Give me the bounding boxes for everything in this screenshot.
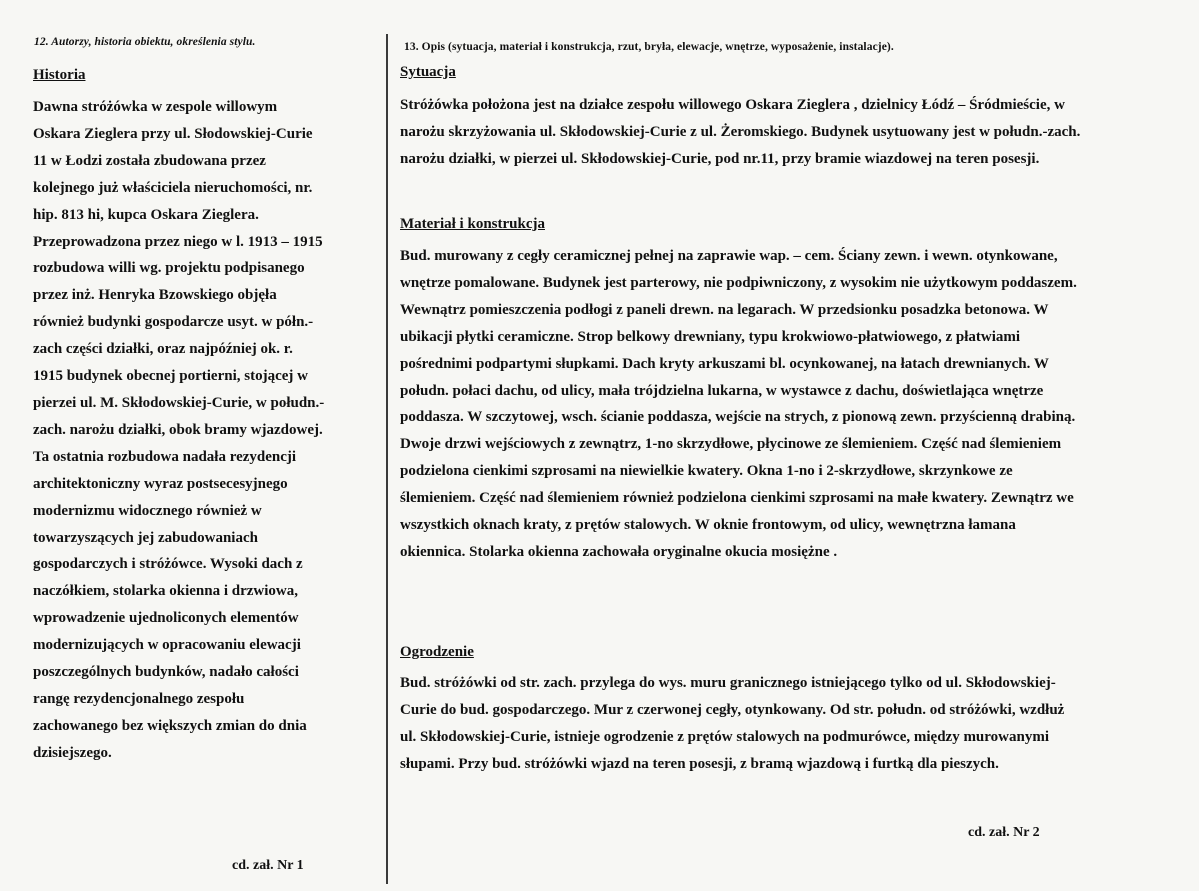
text-line: poszczególnych budynków, nadało całości (33, 664, 299, 681)
sytuacja-text (400, 92, 1190, 173)
text-line: modernizmu widocznego również w (33, 502, 262, 519)
text-line: okiennica. Stolarka okienna zachowała oryginalne okucia mosiężne . (400, 543, 838, 560)
text-line: narożu skrzyżowania ul. Skłodowskiej-Curie z ul. Żeromskiego. Budynek usytuowany jest w połudn.-zach. (400, 123, 1081, 140)
material-heading: Materiał i konstrukcja (400, 216, 545, 232)
text-line: ślemieniem. Część nad ślemieniem również podzielona cienkimi szprosami na małe kwatery. Zewnątrz we (400, 490, 1074, 507)
material-text (400, 243, 1190, 566)
text-line: zachowanego bez większych zmian do dnia (33, 717, 307, 734)
text-line: gospodarczych i stróżówce. Wysoki dach z (33, 556, 303, 573)
text-line: również budynki gospodarcze usyt. w półn.- (33, 314, 314, 331)
text-line: zach. narożu działki, obok bramy wjazdowej. (33, 421, 323, 438)
text-line: przez inż. Henryka Bzowskiego objęła (33, 287, 277, 304)
text-line: wnętrze pomalowane. Budynek jest parterowy, nie podpiwniczony, z wysokim nie użytkowym poddaszem. (400, 274, 1077, 291)
text-line: 1915 budynek obecnej portierni, stojącej w (33, 368, 308, 385)
text-line: poddasza. W szczytowej, wsch. ścianie poddasza, wejście na strych, z pionową zewn. przyścienną drabiną. (400, 409, 1076, 426)
text-line: hip. 813 hi, kupca Oskara Zieglera. (33, 206, 259, 223)
text-line: ul. Skłodowskiej-Curie, istnieje ogrodzenie z prętów stalowych na podmurówce, między murowanymi (400, 728, 1049, 745)
text-line: pośrednimi podpartymi słupkami. Dach kryty arkuszami bl. ocynkowanej, na łatach drewnianych. W (400, 355, 1049, 372)
text-line: pierzei ul. M. Skłodowskiej-Curie, w połudn.- (33, 394, 325, 411)
text-line: architektoniczny wyraz postsecesyjnego (33, 475, 288, 492)
text-line: Bud. stróżówki od str. zach. przylega do wys. muru granicznego istniejącego tylko od ul. Skłodowskiej- (400, 675, 1056, 691)
historia-text (33, 94, 388, 767)
text-line: podzielona cienkimi szprosami na niewielkie kwatery. Okna 1-no i 2-skrzydłowe, skrzynkowe ze (400, 463, 1013, 480)
text-line: słupami. Przy bud. stróżówki wjazd na teren posesji, z bramą wjazdową i furtką dla pieszych. (400, 755, 999, 772)
text-line: zach części działki, oraz najpóźniej ok. r. (33, 341, 293, 358)
text-line: ubikacji płytki ceramiczne. Strop belkowy drewniany, typu krokwiowo-płatwiowego, z płatwiami (400, 328, 1021, 345)
text-line: rozbudowa willi wg. projektu podpisanego (33, 260, 305, 277)
text-line: modernizujących w opracowaniu elewacji (33, 637, 301, 654)
text-line: Dwoje drzwi wejściowych z zewnątrz, 1-no skrzydłowe, płycinowe ze ślemieniem. Część nad ślemieniem (400, 436, 1062, 453)
left-footnote: cd. zał. Nr 1 (232, 858, 304, 873)
sytuacja-heading: Sytuacja (400, 64, 456, 80)
text-line: Curie do bud. gospodarczego. Mur z czerwonej cegły, otynkowany. Od str. połudn. od stróżówki, wzdłuż (400, 701, 1065, 718)
text-line: kolejnego już właściciela nieruchomości, nr. (33, 179, 313, 196)
text-line: Wewnątrz pomieszczenia podłogi z paneli drewn. na legarach. W przedsionku posadzka betonowa. W (400, 301, 1049, 318)
text-line: wprowadzenie ujednoliconych elementów (33, 610, 299, 627)
text-line: 11 w Łodzi została zbudowana przez (33, 152, 266, 169)
right-form-label: 13. Opis (sytuacja, materiał i konstrukcja, rzut, bryła, elewacje, wnętrze, wyposażenie, instalacje). (404, 41, 894, 53)
text-line: naczółkiem, stolarka okienna i drzwiowa, (33, 583, 298, 600)
text-line: połudn. połaci dachu, od ulicy, mała trójdzielna lukarna, w wystawce z dachu, doświetlająca wnętrze (400, 382, 1044, 399)
historia-heading: Historia (33, 67, 86, 83)
right-footnote: cd. zał. Nr 2 (968, 825, 1040, 840)
text-line: Bud. murowany z cegły ceramicznej pełnej na zaprawie wap. – cem. Ściany zewn. i wewn. otynkowane, (400, 248, 1058, 264)
text-line: dzisiejszego. (33, 744, 112, 761)
left-form-label: 12. Autorzy, historia obiektu, określenia stylu. (34, 36, 256, 48)
ogrodzenie-heading: Ogrodzenie (400, 644, 474, 660)
text-line: Stróżówka położona jest na działce zespołu willowego Oskara Zieglera , dzielnicy Łódź – Śródmieście, w (400, 97, 1065, 113)
text-line: Ta ostatnia rozbudowa nadała rezydencji (33, 448, 297, 465)
text-line: towarzyszących jej zabudowaniach (33, 529, 258, 546)
ogrodzenie-text (400, 670, 1190, 778)
text-line: Przeprowadzona przez niego w l. 1913 – 1915 (33, 233, 323, 250)
text-line: wszystkich oknach kraty, z prętów stalowych. W oknie frontowym, od ulicy, wewnętrzna łamana (400, 517, 1016, 534)
text-line: Oskara Zieglera przy ul. Słodowskiej-Curie (33, 125, 313, 142)
text-line: rangę rezydencjonalnego zespołu (33, 690, 245, 707)
text-line: narożu działki, w pierzei ul. Skłodowskiej-Curie, pod nr.11, przy bramie wiazdowej na teren posesji. (400, 150, 1040, 167)
text-line: Dawna stróżówka w zespole willowym (33, 99, 278, 115)
